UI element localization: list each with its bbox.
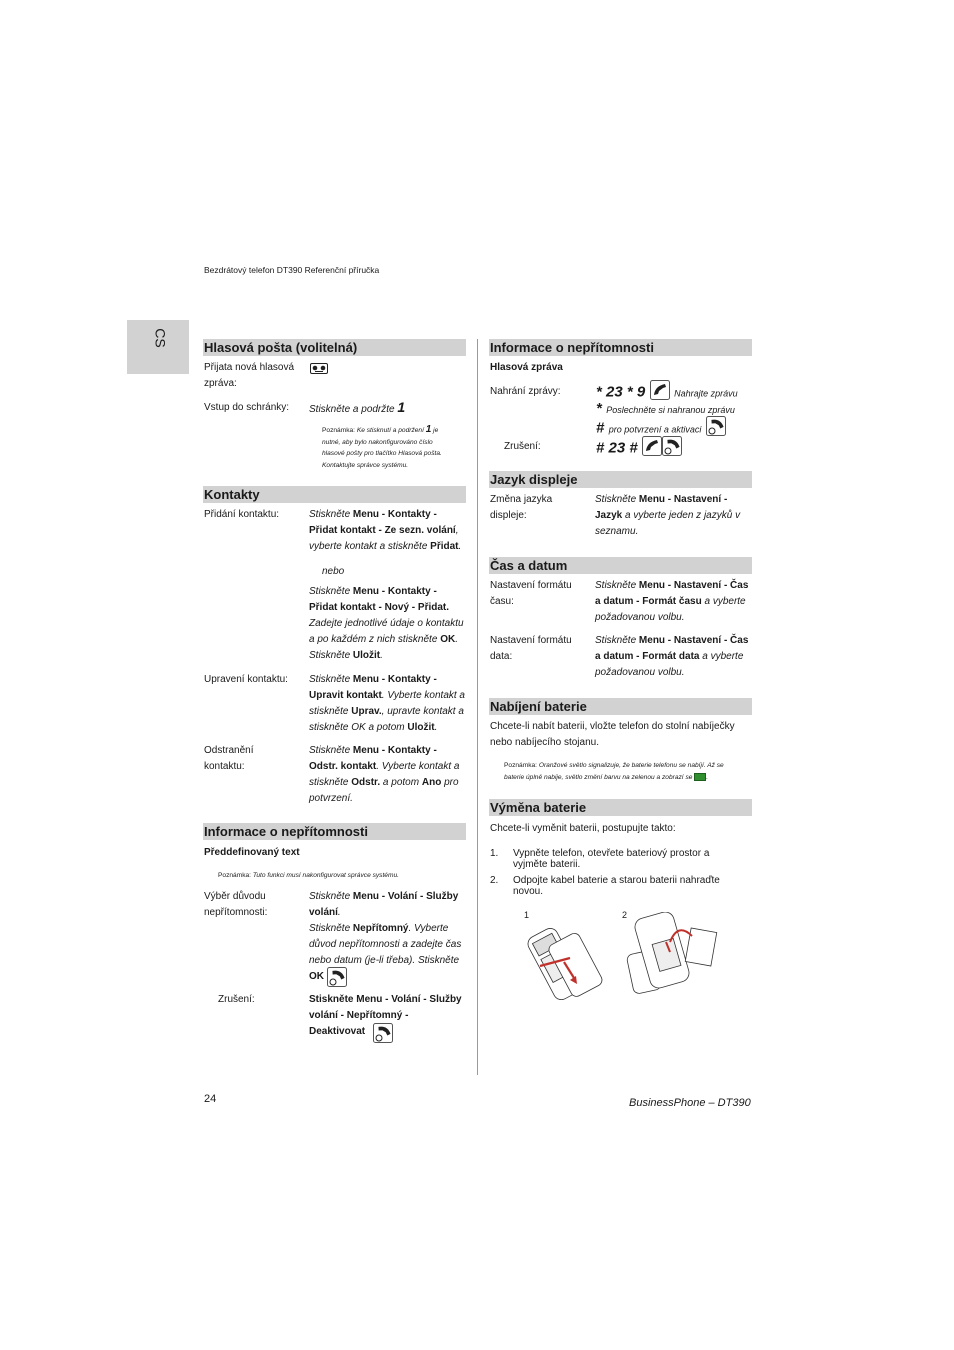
- label-absence-reason-line1: Výběr důvodu: [204, 891, 266, 902]
- label-new-voicemail: Přijata nová hlasová zpráva:: [204, 362, 295, 389]
- section-title-charging: Nabíjení baterie: [489, 698, 752, 715]
- label-edit-contact: Upravení kontaktu:: [204, 674, 288, 685]
- label-time-format-line1: Nastavení formátu: [490, 580, 572, 591]
- label-time-format: [490, 578, 572, 610]
- label-absence-cancel: Zrušení:: [218, 994, 255, 1005]
- value-change-language: Stiskněte Menu - Nastavení - Jazyk a vyberte jeden z jazyků v seznamu.: [595, 494, 741, 537]
- or-separator: nebo: [322, 566, 345, 577]
- voicemail-tape-icon: [310, 361, 328, 379]
- value-date-format: Stiskněte Menu - Nastavení - Čas a datum - Formát data a vyberte požadovanou volbu.: [595, 635, 749, 678]
- on-hook-icon: [327, 967, 347, 992]
- code-record-text: Nahrajte zprávu: [674, 388, 738, 399]
- battery-step-1-line1: Vypněte telefon, otevřete bateriový prostor a: [513, 848, 710, 859]
- code-listen: *: [596, 400, 602, 417]
- on-hook-icon: [662, 436, 682, 461]
- label-date-format: [490, 633, 572, 665]
- value-mailbox-entry: [309, 399, 405, 418]
- value-time-format: Stiskněte Menu - Nastavení - Čas a datum - Formát času a vyberte požadovanou volbu.: [595, 580, 749, 623]
- key-1-glyph: 1: [397, 399, 406, 415]
- page-number: 24: [204, 1093, 217, 1105]
- value-delete-contact: Stiskněte Menu - Kontakty - Odstr. kontakt. Vyberte kontakt a stiskněte Odstr. a potom Ano pro potvrzení.: [309, 745, 460, 804]
- code-listen-text: Poslechněte si nahranou zprávu: [606, 405, 735, 415]
- value-edit-contact: Stiskněte Menu - Kontakty - Upravit kontakt. Vyberte kontakt a stiskněte Uprav., upravte kontakt a stiskněte OK a potom Uložit.: [309, 674, 465, 733]
- section-title-datetime: Čas a datum: [489, 557, 752, 574]
- cancel-codes: [596, 436, 682, 461]
- figure-1-label: 1: [524, 910, 530, 920]
- voicemail-note: [322, 424, 457, 471]
- label-record-message: Nahrání zprávy:: [490, 386, 561, 397]
- section-title-language: Jazyk displeje: [489, 471, 752, 488]
- label-absence-reason-line2: nepřítomnosti:: [204, 907, 268, 918]
- absence-note: [218, 870, 399, 882]
- label-record-cancel: Zrušení:: [504, 441, 541, 452]
- record-codes: [596, 380, 756, 436]
- code-cancel: # 23 #: [596, 439, 638, 457]
- section-title-absence-right: Informace o nepřítomnosti: [489, 339, 752, 356]
- note-key: 1: [425, 424, 432, 435]
- battery-step-1: [490, 848, 755, 870]
- battery-replace-illustration: [626, 912, 726, 999]
- charging-text: [490, 719, 755, 751]
- battery-step-2-line2: novou.: [513, 886, 544, 897]
- subtitle-predefined-text: Předdefinovaný text: [204, 847, 300, 858]
- on-hook-icon: [373, 1023, 393, 1048]
- label-date-format-line1: Nastavení formátu: [490, 635, 572, 646]
- value-mailbox-entry-text: Stiskněte a podržte: [309, 404, 395, 415]
- code-confirm-text: pro potvrzení a aktivaci: [608, 424, 702, 435]
- label-mailbox-entry: Vstup do schránky:: [204, 402, 290, 413]
- battery-intro: Chcete-li vyměnit baterii, postupujte takto:: [490, 823, 676, 834]
- value-add-contact-alt: Stiskněte Menu - Kontakty - Přidat kontakt - Nový - Přidat. Zadejte jednotlivé údaje o kontaktu a po každém z nich stiskněte OK. Stiskněte Uložit.: [309, 586, 464, 661]
- label-date-format-line2: data:: [490, 651, 513, 662]
- label-absence-reason: [204, 889, 267, 921]
- code-record: * 23 * 9: [596, 383, 646, 401]
- battery-step-2: [490, 875, 755, 897]
- charging-note-line2: baterie úplně nabije, světlo změní barvu na zelenou a zobrazí se: [504, 773, 693, 781]
- on-hook-icon: [706, 416, 726, 441]
- note-text-2: je nutné, aby bylo nakonfigurováno číslo hlasové pošty pro tlačítko Hlasová pošta. Kontaktujte správce systému.: [322, 427, 442, 469]
- charging-note: Poznámka: Oranžové světlo signalizuje, že baterie telefonu se nabíjí. Až se baterie úplně nabije, světlo změní barvu na zelenou a zobrazí se .: [504, 762, 724, 781]
- note-prefix: Poznámka:: [322, 427, 355, 434]
- label-time-format-line2: času:: [490, 596, 514, 607]
- label-add-contact: Přidání kontaktu:: [204, 509, 280, 520]
- subtitle-voice-message: Hlasová zpráva: [490, 362, 563, 373]
- document-header: Bezdrátový telefon DT390 Referenční příručka: [204, 265, 380, 275]
- label-change-language-line1: Změna jazyka: [490, 494, 553, 505]
- label-delete-contact-line2: kontaktu:: [204, 761, 245, 772]
- charging-note-prefix: Poznámka:: [504, 762, 537, 769]
- column-divider: [477, 339, 478, 1075]
- language-tab-label: CS: [152, 328, 169, 348]
- absence-note-prefix: Poznámka:: [218, 872, 251, 879]
- charging-text-line1: Chcete-li nabít baterii, vložte telefon do stolní nabíječky: [490, 721, 735, 732]
- absence-note-text: Tuto funkci musí nakonfigurovat správce systému.: [252, 872, 399, 879]
- code-confirm: #: [596, 419, 605, 437]
- note-text: Ke stisknutí a podržení: [356, 427, 424, 434]
- value-add-contact: Stiskněte Menu - Kontakty - Přidat kontakt - Ze sezn. volání, vyberte kontakt a stiskněte Přidat.: [309, 509, 462, 552]
- footer-product: BusinessPhone – DT390: [629, 1097, 751, 1109]
- section-title-contacts: Kontakty: [203, 486, 466, 503]
- battery-removal-illustration: [520, 918, 610, 1005]
- charging-note-line1: Oranžové světlo signalizuje, že baterie telefonu se nabíjí. Až se: [538, 762, 724, 769]
- label-delete-contact-line1: Odstranění: [204, 745, 254, 756]
- label-change-language: [490, 492, 552, 524]
- label-delete-contact: [204, 743, 253, 775]
- battery-step-2-line1: Odpojte kabel baterie a starou baterii nahraďte: [513, 875, 720, 886]
- value-absence-reason: Stiskněte Menu - Volání - Služby volání. Stiskněte Nepřítomný. Vyberte důvod nepřítomnosti a zadejte čas nebo datum (je-li třeba). Stiskněte OK: [309, 891, 462, 982]
- section-title-absence-left: Informace o nepřítomnosti: [203, 823, 466, 840]
- section-title-voicemail: Hlasová pošta (volitelná): [203, 339, 466, 356]
- language-tab: [127, 320, 189, 374]
- off-hook-icon: [642, 436, 662, 461]
- battery-step-2-num: 2.: [490, 875, 499, 886]
- charging-text-line2: nebo nabíjecího stojanu.: [490, 737, 599, 748]
- battery-step-1-num: 1.: [490, 848, 499, 859]
- value-absence-cancel: Stiskněte Menu - Volání - Služby volání - Nepřítomný - Deaktivovat: [309, 994, 462, 1037]
- label-change-language-line2: displeje:: [490, 510, 527, 521]
- figure-2-label: 2: [622, 910, 628, 920]
- battery-full-icon: [694, 773, 706, 781]
- section-title-battery: Výměna baterie: [489, 799, 752, 816]
- battery-step-1-line2: vyjměte baterii.: [513, 859, 581, 870]
